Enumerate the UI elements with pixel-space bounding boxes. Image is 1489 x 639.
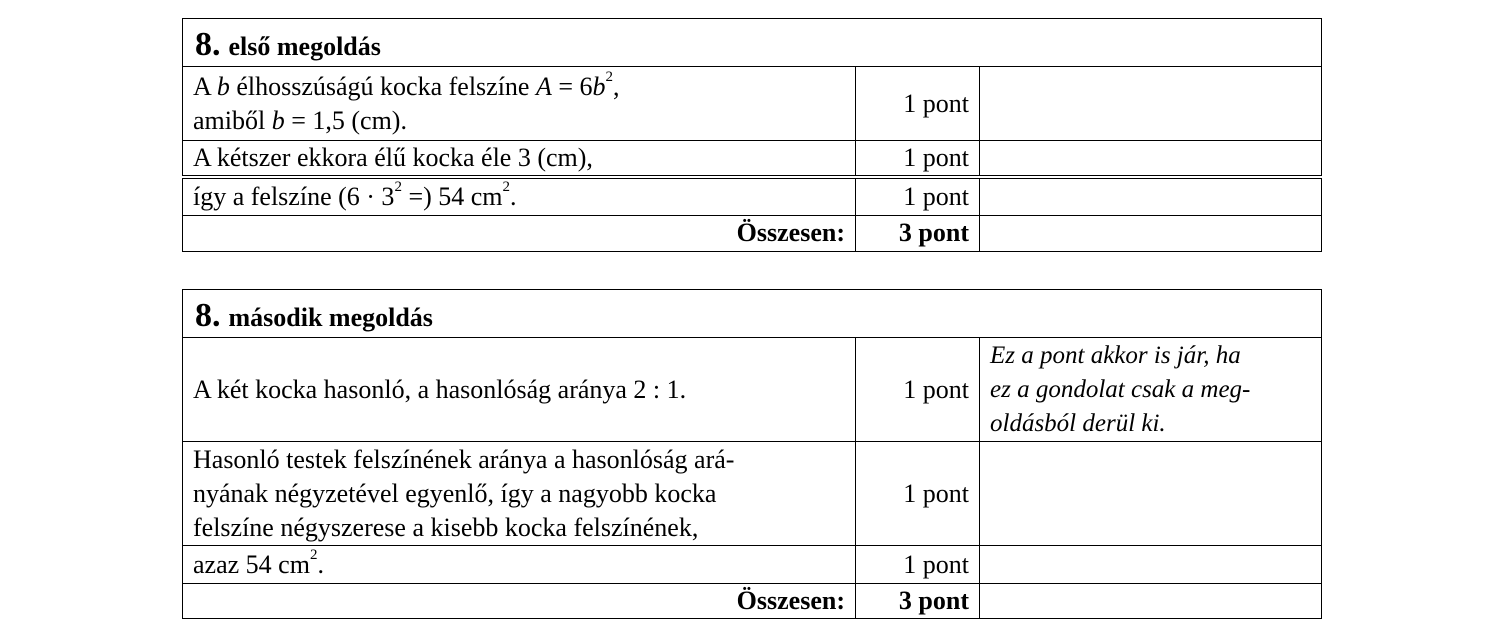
points-cell: 1 pont — [856, 442, 980, 546]
note-cell — [980, 546, 1322, 584]
note-cell — [980, 67, 1322, 141]
points-cell: 1 pont — [856, 177, 980, 215]
table-row — [183, 338, 1322, 442]
step-line: A b élhosszúságú kocka felszíne $A = 6b^2$, — [193, 68, 620, 101]
step-text: A két kocka hasonló, a hasonlóság aránya 2 : 1. — [183, 338, 856, 442]
note-line: Ez a pont akkor is jár, ha — [990, 341, 1241, 369]
solution-2-header — [183, 290, 1322, 338]
total-label: Összesen: — [183, 584, 856, 619]
step-line: felszíne négyszerese a kisebb kocka felszínének, — [193, 512, 699, 542]
note-line: ez a gondolat csak a meg- — [990, 375, 1251, 403]
table-row — [183, 67, 1322, 141]
solution-title: második megoldás — [228, 302, 433, 332]
note-line: oldásból derül ki. — [990, 409, 1166, 437]
step-text: azaz 54 $cm^2$. — [183, 546, 856, 584]
points-cell: 1 pont — [856, 141, 980, 178]
table-row — [183, 442, 1322, 546]
task-number: 8. — [195, 296, 221, 334]
step-text — [183, 442, 856, 546]
note-cell — [980, 215, 1322, 251]
step-line: nyának négyzetével egyenlő, így a nagyobb kocka — [193, 478, 717, 508]
step-text — [183, 67, 856, 141]
points-cell: 1 pont — [856, 67, 980, 141]
note-cell — [980, 141, 1322, 178]
step-text: A kétszer ekkora élű kocka éle 3 (cm), — [183, 141, 856, 178]
total-row — [183, 584, 1322, 619]
table-row — [183, 177, 1322, 215]
total-row — [183, 215, 1322, 251]
note-cell — [980, 442, 1322, 546]
solution-1-table — [182, 18, 1322, 252]
total-label: Összesen: — [183, 215, 856, 251]
note-cell — [980, 584, 1322, 619]
solution-1-header — [183, 19, 1322, 67]
solution-2-table — [182, 289, 1322, 619]
task-number: 8. — [195, 25, 221, 63]
step-line: amiből b = 1,5 (cm). — [193, 105, 407, 135]
total-points: 3 pont — [856, 215, 980, 251]
points-cell: 1 pont — [856, 338, 980, 442]
step-text: így a felszíne ($6 \cdot 3^2$ =) 54 $cm^2$. — [183, 177, 856, 215]
table-row — [183, 546, 1322, 584]
step-line: Hasonló testek felszínének aránya a hasonlóság ará- — [193, 444, 735, 474]
total-points: 3 pont — [856, 584, 980, 619]
note-cell — [980, 338, 1322, 442]
solution-title: első megoldás — [228, 31, 381, 61]
table-row — [183, 141, 1322, 178]
note-cell — [980, 177, 1322, 215]
points-cell: 1 pont — [856, 546, 980, 584]
